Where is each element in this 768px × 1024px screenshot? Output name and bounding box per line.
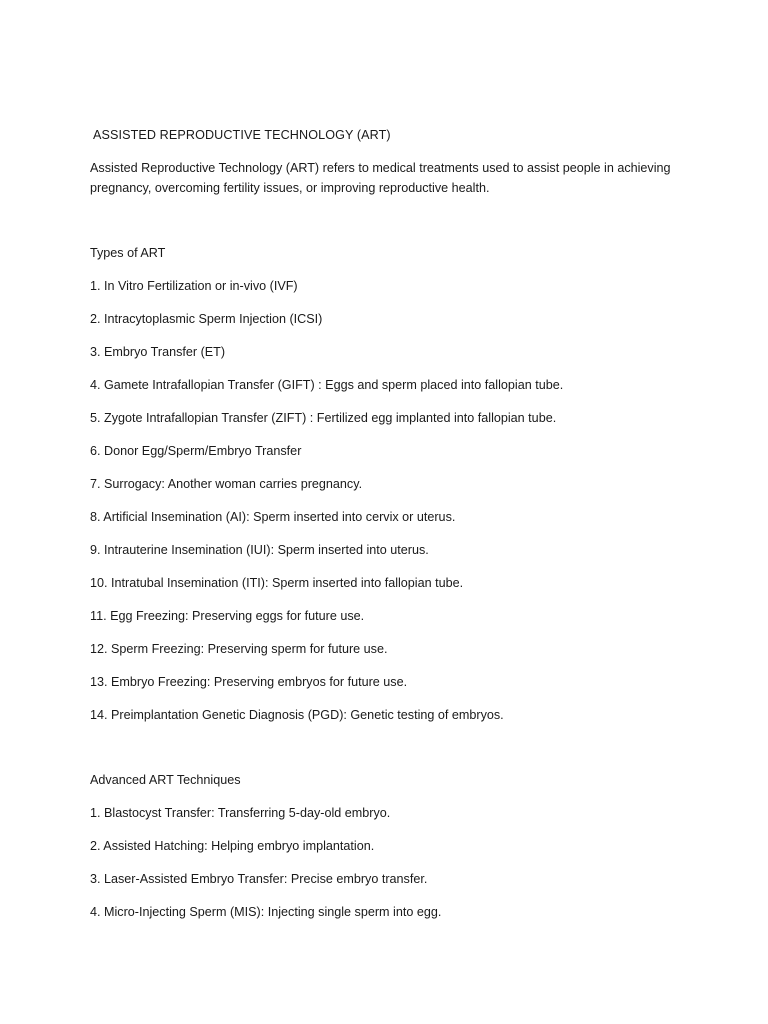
advanced-list-item: 4. Micro-Injecting Sperm (MIS): Injecting single sperm into egg. [90, 905, 442, 919]
types-list-item: 9. Intrauterine Insemination (IUI): Sperm inserted into uterus. [90, 543, 429, 557]
advanced-techniques-list [90, 804, 700, 922]
types-list-item: 12. Sperm Freezing: Preserving sperm for future use. [90, 642, 388, 656]
advanced-list-item: 3. Laser-Assisted Embryo Transfer: Precise embryo transfer. [90, 872, 428, 886]
types-list [90, 277, 700, 725]
advanced-list-item: 2. Assisted Hatching: Helping embryo implantation. [90, 839, 375, 853]
types-list-item: 13. Embryo Freezing: Preserving embryos for future use. [90, 675, 408, 689]
types-list-item: 3. Embryo Transfer (ET) [90, 345, 226, 359]
document-title: ASSISTED REPRODUCTIVE TECHNOLOGY (ART) [93, 128, 391, 142]
types-section-heading: Types of ART [90, 246, 166, 260]
types-list-item: 11. Egg Freezing: Preserving eggs for future use. [90, 609, 365, 623]
types-list-item: 6. Donor Egg/Sperm/Embryo Transfer [90, 444, 302, 458]
types-list-item: 2. Intracytoplasmic Sperm Injection (ICSI) [90, 312, 323, 326]
types-list-item: 1. In Vitro Fertilization or in-vivo (IVF) [90, 279, 298, 293]
document-body [90, 126, 700, 936]
types-list-item: 8. Artificial Insemination (AI): Sperm inserted into cervix or uterus. [90, 510, 456, 524]
types-list-item: 5. Zygote Intrafallopian Transfer (ZIFT) : Fertilized egg implanted into fallopian tube. [90, 411, 557, 425]
types-list-item: 7. Surrogacy: Another woman carries pregnancy. [90, 477, 363, 491]
types-list-item: 4. Gamete Intrafallopian Transfer (GIFT) : Eggs and sperm placed into fallopian tube. [90, 378, 564, 392]
advanced-list-item: 1. Blastocyst Transfer: Transferring 5-day-old embryo. [90, 806, 391, 820]
intro-paragraph: Assisted Reproductive Technology (ART) refers to medical treatments used to assist people in achieving pregnancy, overcoming fertility issues, or improving reproductive health. [90, 161, 671, 195]
advanced-section-heading: Advanced ART Techniques [90, 773, 241, 787]
types-list-item: 10. Intratubal Insemination (ITI): Sperm inserted into fallopian tube. [90, 576, 464, 590]
types-list-item: 14. Preimplantation Genetic Diagnosis (PGD): Genetic testing of embryos. [90, 708, 504, 722]
